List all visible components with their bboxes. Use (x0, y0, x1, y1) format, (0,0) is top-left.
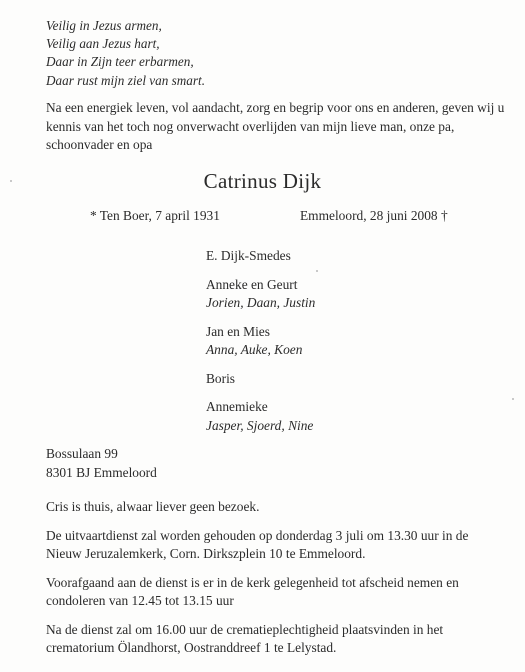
family-entry (206, 276, 315, 313)
scan-speck (512, 398, 514, 400)
family-name: Boris (206, 370, 236, 386)
poem-line: Daar rust mijn ziel van smart. (46, 72, 205, 88)
family-children: Jasper, Sjoerd, Nine (206, 417, 314, 433)
scan-speck (316, 270, 318, 272)
home-address (46, 445, 157, 482)
family-entry (206, 247, 315, 266)
notice-paragraph: Na de dienst zal om 16.00 uur de crematieplechtigheid plaatsvinden in het crematorium Ölandhorst, Oostranddreef 1 te Lelystad. (46, 621, 444, 655)
poem (46, 17, 205, 90)
family-list (206, 247, 315, 445)
family-children: Jorien, Daan, Justin (206, 295, 316, 310)
address-street: Bossulaan 99 (46, 446, 118, 461)
family-entry (206, 370, 315, 389)
family-entry (206, 398, 315, 435)
family-children: Anna, Auke, Koen (206, 342, 303, 357)
address-city: 8301 BJ Emmeloord (46, 464, 157, 480)
intro-paragraph: Na een energiek leven, vol aandacht, zorg en begrip voor ons en anderen, geven wij u kennis van het toch nog onverwacht overlijden van mijn lieve man, onze pa, schoonvader en opa (46, 100, 505, 153)
poem-line: Veilig in Jezus armen, (46, 18, 162, 33)
notice-paragraph: Voorafgaand aan de dienst is er in de kerk gelegenheid tot afscheid nemen en condoleren van 12.45 tot 13.15 uur (46, 574, 459, 608)
poem-line: Veilig aan Jezus hart, (46, 36, 160, 52)
birth-line: * Ten Boer, 7 april 1931 (90, 208, 220, 223)
family-entry (206, 323, 315, 360)
notice-paragraph: De uitvaartdienst zal worden gehouden op donderdag 3 juli om 13.30 uur in de Nieuw Jeruzalemkerk, Corn. Dirkszplein 10 te Emmeloord. (46, 527, 469, 561)
poem-line: Daar in Zijn teer erbarmen, (46, 54, 194, 70)
deceased-name: Catrinus Dijk (203, 169, 322, 193)
family-name: Anneke en Geurt (206, 276, 298, 292)
funeral-notices (46, 498, 506, 668)
death-line: Emmeloord, 28 juni 2008 † (300, 208, 448, 223)
scan-speck (10, 180, 12, 182)
family-name: Annemieke (206, 399, 268, 414)
family-name: Jan en Mies (206, 323, 270, 339)
notice-paragraph: Cris is thuis, alwaar liever geen bezoek. (46, 499, 260, 514)
family-name: E. Dijk-Smedes (206, 248, 291, 263)
